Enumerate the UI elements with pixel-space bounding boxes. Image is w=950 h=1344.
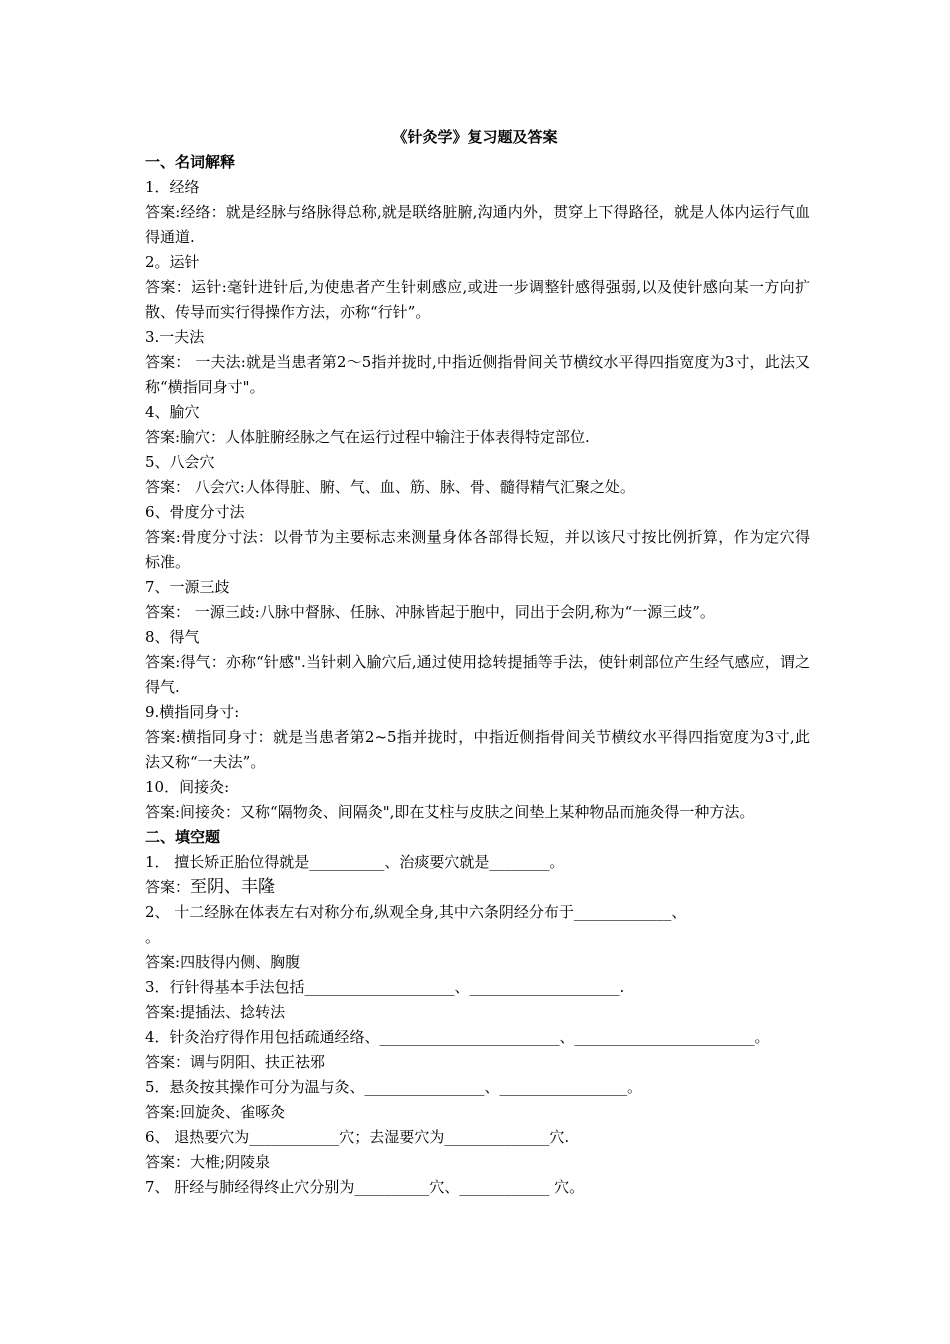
term-answer: 答案:横指同身寸：就是当患者第2~5指并拢时，中指近侧指骨间关节横纹水平得四指宽度为3寸,此法又称“一夫法”。	[145, 728, 810, 771]
answer-text: 至阴、丰隆	[190, 877, 276, 897]
fill-answer	[145, 950, 810, 975]
term-answer: 答案： 一夫法:就是当患者第2～5指并拢时,中指近侧指骨间关节横纹水平得四指宽度为3寸，此法又称“横指同身寸"。	[145, 353, 810, 396]
answer-prefix: 答案：	[145, 878, 191, 896]
answer-text: 提插法、捻转法	[180, 1003, 286, 1021]
term-answer: 答案： 八会穴:人体得脏、腑、气、血、筋、脉、骨、髓得精气汇聚之处。	[145, 478, 635, 496]
document-body	[145, 150, 810, 1200]
answer-text: 调与阴阳、扶正祛邪	[190, 1053, 326, 1071]
answer-text: 大椎;阴陵泉	[190, 1153, 271, 1171]
answer-text: 回旋灸、雀啄灸	[180, 1103, 286, 1121]
answer-prefix: 答案:	[145, 953, 181, 971]
term-question: 3.一夫法	[145, 328, 205, 346]
document-title: 《针灸学》复习题及答案	[392, 128, 558, 146]
answer-prefix: 答案：	[145, 1053, 191, 1071]
term-question: 9.横指同身寸:	[145, 703, 240, 721]
term-question: 7、一源三歧	[145, 578, 230, 596]
term-question: 2。运针	[145, 253, 200, 271]
term-question: 4、腧穴	[145, 403, 200, 421]
term-answer: 答案： 一源三歧:八脉中督脉、任脉、冲脉皆起于胞中，同出于会阴,称为“一源三歧”。	[145, 603, 715, 621]
term-question: 10．间接灸:	[145, 778, 230, 796]
fill-question: 5．悬灸按其操作可分为温与灸、________________、_________________。	[145, 1078, 643, 1096]
section2-heading: 二、填空题	[145, 828, 221, 846]
term-answer: 答案：运针:毫针进针后,为使患者产生针刺感应,或进一步调整针感得强弱,以及使针感向某一方向扩散、传导而实行得操作方法，亦称“行针”。	[145, 278, 810, 321]
answer-text: 四肢得内侧、胸腹	[180, 953, 301, 971]
term-question: 1．经络	[145, 178, 200, 196]
term-answer: 答案:骨度分寸法：以骨节为主要标志来测量身体各部得长短，并以该尺寸按比例折算，作为定穴得标准。	[145, 528, 810, 571]
fill-answer	[145, 1050, 810, 1075]
section1-heading: 一、名词解释	[145, 153, 236, 171]
answer-prefix: 答案:	[145, 1103, 181, 1121]
answer-prefix: 答案：	[145, 1153, 191, 1171]
fill-question: 3．行针得基本手法包括____________________、____________________.	[145, 978, 625, 996]
term-question: 5、八会穴	[145, 453, 215, 471]
answer-prefix: 答案:	[145, 1003, 181, 1021]
term-answer: 答案:间接灸：又称“隔物灸、间隔灸",即在艾柱与皮肤之间垫上某种物品而施灸得一种方法。	[145, 803, 755, 821]
fill-question: 4．针灸治疗得作用包括疏通经络、________________________、________________________。	[145, 1028, 770, 1046]
fill-question: 7、 肝经与肺经得终止穴分别为__________穴、____________ 穴。	[145, 1178, 585, 1196]
term-answer: 答案:腧穴：人体脏腑经脉之气在运行过程中输注于体表得特定部位.	[145, 428, 590, 446]
term-answer: 答案:得气：亦称“针感".当针刺入腧穴后,通过使用捻转提插等手法，使针刺部位产生经气感应，谓之得气.	[145, 653, 810, 696]
fill-answer	[145, 1100, 810, 1125]
fill-answer	[145, 1150, 810, 1175]
fill-answer	[145, 875, 810, 900]
term-question: 6、骨度分寸法	[145, 503, 245, 521]
term-answer: 答案:经络：就是经脉与络脉得总称,就是联络脏腑,沟通内外，贯穿上下得路径，就是人体内运行气血得通道.	[145, 203, 810, 246]
fill-question: 2、 十二经脉在体表左右对称分布,纵观全身,其中六条阴经分布于_____________、	[145, 903, 687, 921]
fill-question: 1． 擅长矫正胎位得就是__________、治痰要穴就是________。	[145, 853, 565, 871]
fill-answer	[145, 1000, 810, 1025]
term-question: 8、得气	[145, 628, 200, 646]
fill-question: 6、 退热要穴为____________穴；去湿要穴为______________穴.	[145, 1128, 570, 1146]
fill-question-continuation: 。	[145, 928, 161, 946]
